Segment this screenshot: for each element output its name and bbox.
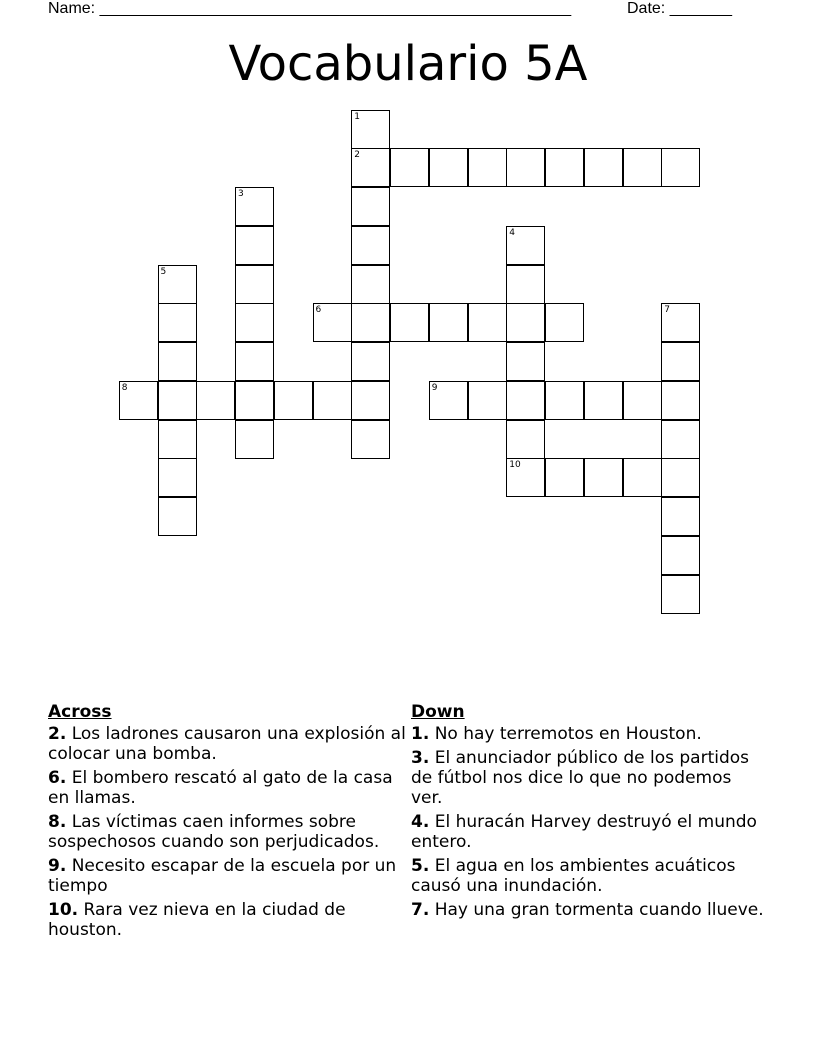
- date-line: Date: _______: [627, 0, 732, 17]
- crossword-cell[interactable]: [661, 420, 700, 459]
- name-line: Name: _____________________________________________________: [48, 0, 572, 17]
- clue-number: 1.: [411, 724, 430, 744]
- clue-text: El anunciador público de los partidos de fútbol nos dice lo que no podemos ver.: [411, 748, 750, 808]
- across-clues: [48, 702, 406, 944]
- clue-text: Los ladrones causaron una explosión al colocar una bomba.: [48, 724, 406, 764]
- down-clue: [411, 900, 766, 920]
- crossword-cell[interactable]: [506, 458, 545, 497]
- crossword-cell[interactable]: [351, 420, 390, 459]
- cell-number: 7: [664, 305, 670, 316]
- across-clue: [48, 768, 406, 808]
- crossword-cell[interactable]: [661, 148, 700, 187]
- cell-number: 3: [238, 189, 244, 199]
- cell-number: 2: [354, 150, 360, 161]
- crossword-cell[interactable]: [584, 458, 623, 497]
- clue-text: El bombero rescató al gato de la casa en llamas.: [48, 768, 393, 808]
- crossword-cell[interactable]: [390, 148, 429, 187]
- crossword-cell[interactable]: [158, 381, 197, 420]
- crossword-cell[interactable]: [235, 265, 274, 304]
- across-clue: [48, 724, 406, 764]
- crossword-cell[interactable]: [235, 420, 274, 459]
- clue-number: 7.: [411, 900, 430, 920]
- crossword-cell[interactable]: [235, 381, 274, 420]
- cell-number: 1: [354, 111, 360, 122]
- across-clue: [48, 856, 406, 896]
- crossword-cell[interactable]: [468, 148, 507, 187]
- crossword-cell[interactable]: [235, 187, 274, 226]
- down-clue: [411, 812, 766, 852]
- down-clue: [411, 748, 766, 808]
- crossword-cell[interactable]: [545, 381, 584, 420]
- crossword-cell[interactable]: [584, 381, 623, 420]
- crossword-cell[interactable]: [545, 458, 584, 497]
- crossword-cell[interactable]: [158, 420, 197, 459]
- clue-number: 8.: [48, 812, 67, 832]
- crossword-cell[interactable]: [158, 265, 197, 304]
- across-clue: [48, 900, 406, 940]
- crossword-cell[interactable]: [429, 381, 468, 420]
- crossword-cell[interactable]: [235, 342, 274, 381]
- crossword-cell[interactable]: [545, 303, 584, 342]
- clue-text: El huracán Harvey destruyó el mundo entero.: [411, 812, 757, 852]
- cell-number: 4: [509, 227, 515, 238]
- crossword-cell[interactable]: [313, 303, 352, 342]
- crossword-cell[interactable]: [661, 381, 700, 420]
- down-clue: [411, 856, 766, 896]
- crossword-cell[interactable]: [584, 148, 623, 187]
- crossword-cell[interactable]: [506, 420, 545, 459]
- crossword-cell[interactable]: [429, 148, 468, 187]
- crossword-cell[interactable]: [158, 458, 197, 497]
- clue-number: 10.: [48, 900, 79, 920]
- crossword-cell[interactable]: [506, 303, 545, 342]
- crossword-cell[interactable]: [351, 381, 390, 420]
- crossword-cell[interactable]: [274, 381, 313, 420]
- cell-number: 5: [160, 266, 167, 277]
- crossword-cell[interactable]: [351, 187, 390, 226]
- crossword-cell[interactable]: [468, 303, 507, 342]
- cell-number: 6: [315, 305, 322, 316]
- clue-text: Necesito escapar de la escuela por un tiempo: [48, 856, 397, 896]
- across-heading: Across: [48, 702, 112, 722]
- clue-number: 4.: [411, 812, 430, 832]
- crossword-cell[interactable]: [119, 381, 158, 420]
- clue-number: 9.: [48, 856, 67, 876]
- clue-number: 5.: [411, 856, 430, 876]
- crossword-cell[interactable]: [506, 226, 545, 265]
- crossword-cell[interactable]: [351, 303, 390, 342]
- crossword-cell[interactable]: [661, 575, 700, 614]
- crossword-cell[interactable]: [351, 110, 390, 149]
- cell-number: 10: [509, 460, 521, 471]
- clue-text: Las víctimas caen informes sobre sospechosos cuando son perjudicados.: [48, 812, 380, 852]
- crossword-cell[interactable]: [623, 458, 662, 497]
- crossword-cell[interactable]: [158, 303, 197, 342]
- down-clues: [411, 702, 766, 924]
- crossword-cell[interactable]: [158, 497, 197, 536]
- cell-number: 9: [431, 382, 438, 393]
- crossword-cell[interactable]: [506, 381, 545, 420]
- down-heading: Down: [411, 702, 465, 722]
- crossword-cell[interactable]: [351, 226, 390, 265]
- clue-number: 3.: [411, 748, 430, 768]
- across-clue: [48, 812, 406, 852]
- crossword-cell[interactable]: [506, 342, 545, 381]
- clue-number: 6.: [48, 768, 67, 788]
- crossword-cell[interactable]: [313, 381, 352, 420]
- down-clue: [411, 724, 766, 744]
- cell-number: 8: [121, 382, 128, 393]
- clue-text: No hay terremotos en Houston.: [434, 724, 702, 744]
- crossword-cell[interactable]: [235, 226, 274, 265]
- crossword-cell[interactable]: [429, 303, 468, 342]
- crossword-cell[interactable]: [661, 458, 700, 497]
- clue-text: Hay una gran tormenta cuando llueve.: [434, 900, 764, 920]
- crossword-cell[interactable]: [235, 303, 274, 342]
- clue-number: 2.: [48, 724, 67, 744]
- clue-text: El agua en los ambientes acuáticos causó una inundación.: [411, 856, 736, 896]
- crossword-cell[interactable]: [351, 342, 390, 381]
- crossword-cell[interactable]: [390, 303, 429, 342]
- crossword-cell[interactable]: [158, 342, 197, 381]
- crossword-cell[interactable]: [468, 381, 507, 420]
- crossword-cell[interactable]: [351, 265, 390, 304]
- crossword-cell[interactable]: [661, 303, 700, 342]
- crossword-cell[interactable]: [623, 381, 662, 420]
- crossword-cell[interactable]: [661, 342, 700, 381]
- crossword-cell[interactable]: [506, 148, 545, 187]
- page-title: Vocabulario 5A: [228, 36, 588, 92]
- crossword-cell[interactable]: [545, 148, 584, 187]
- crossword-cell[interactable]: [506, 265, 545, 304]
- clue-text: Rara vez nieva en la ciudad de houston.: [48, 900, 346, 940]
- crossword-cell[interactable]: [661, 497, 700, 536]
- crossword-cell[interactable]: [196, 381, 235, 420]
- crossword-cell[interactable]: [623, 148, 662, 187]
- crossword-cell[interactable]: [351, 148, 390, 187]
- crossword-cell[interactable]: [661, 536, 700, 575]
